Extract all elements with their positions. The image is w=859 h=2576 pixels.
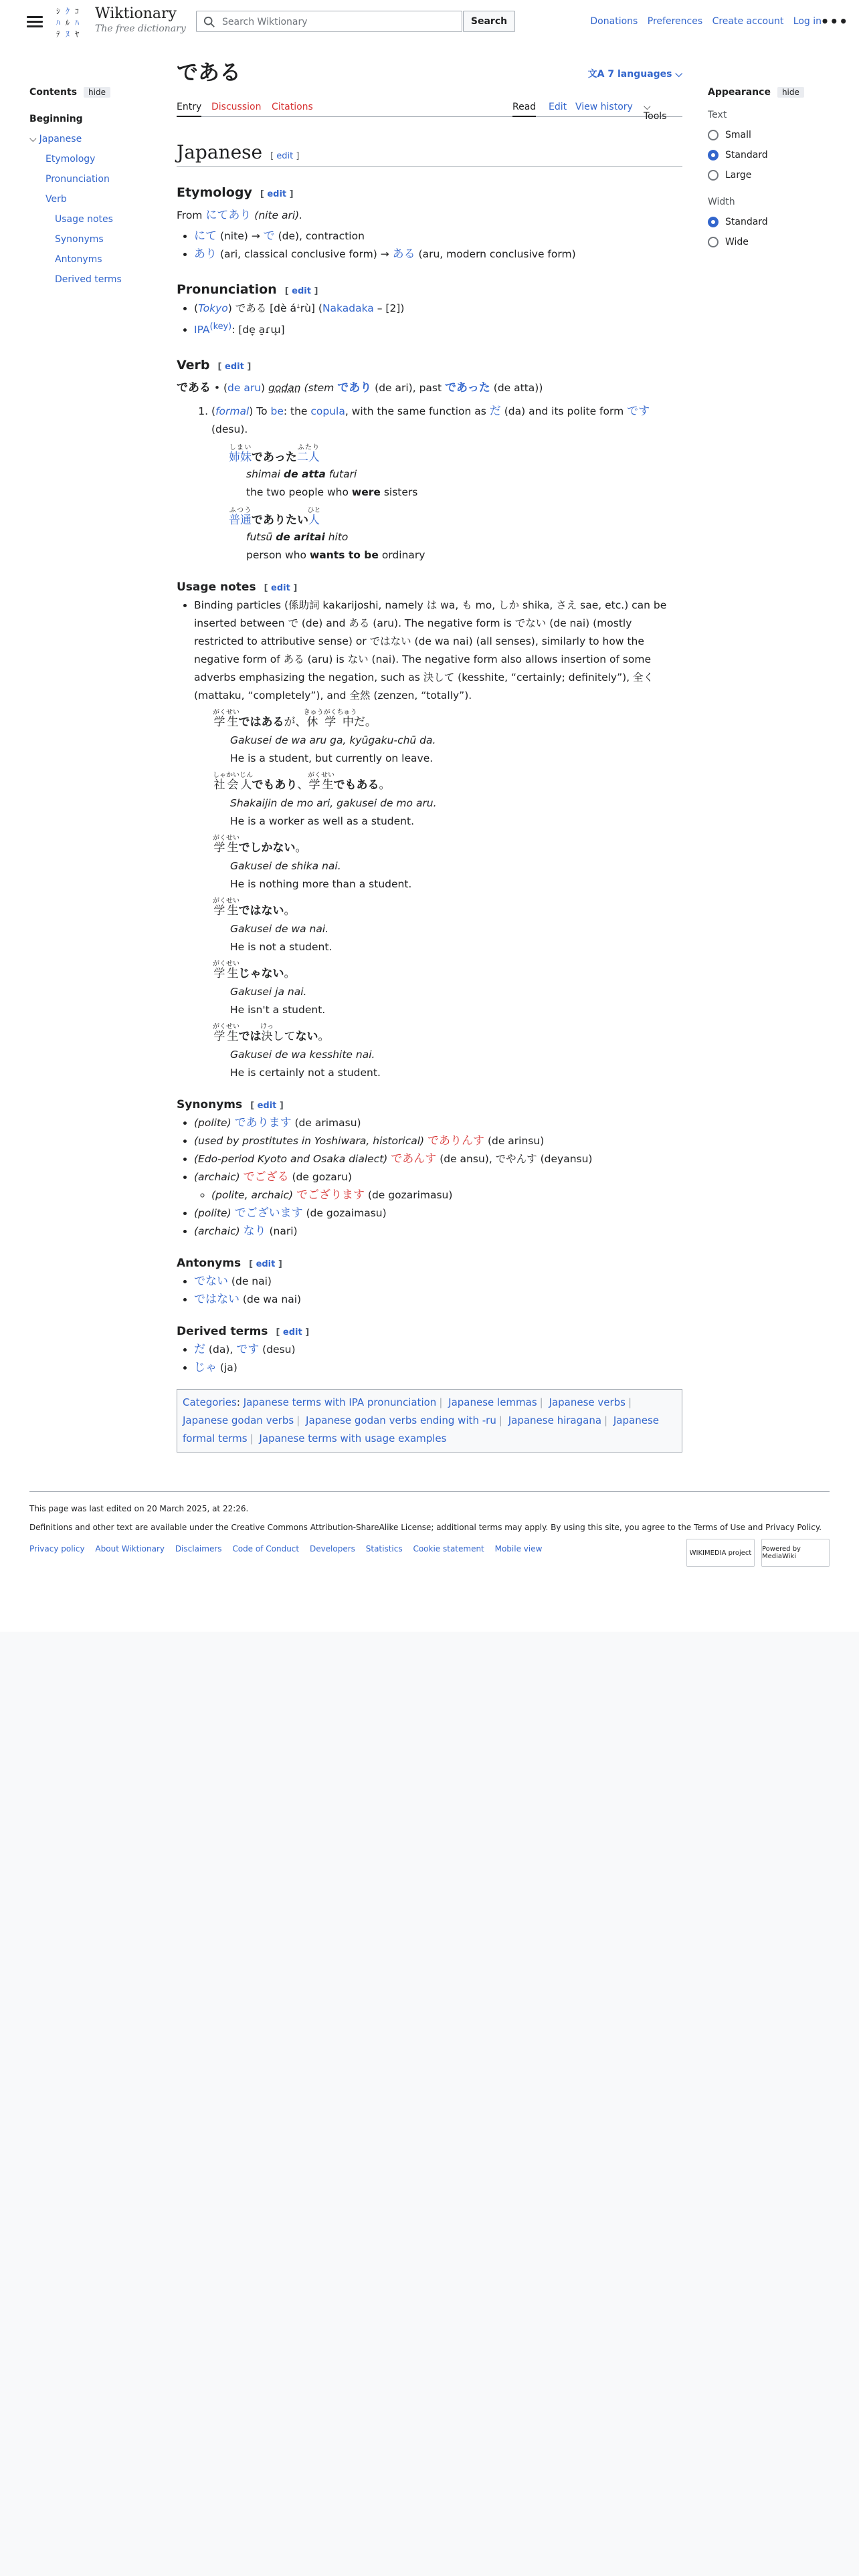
edit-section-link[interactable]: [ edit ] — [260, 189, 294, 199]
example-japanese: 学生がくせいではあるが、休学中きゅうがくちゅうだ。 — [213, 709, 377, 730]
definition-list — [195, 403, 682, 439]
footer-link[interactable]: Privacy policy — [29, 1544, 85, 1553]
text: ) To — [249, 405, 271, 418]
list-item: • (polite) であります (de arimasu) — [194, 1114, 682, 1132]
appearance-hide-button[interactable]: hide — [777, 87, 804, 98]
term-link[interactable]: でありんす — [427, 1134, 485, 1148]
radio-label: Wide — [725, 237, 749, 247]
header — [0, 0, 859, 44]
svg-text:ｼ: ｼ — [56, 7, 61, 16]
be-link[interactable]: be — [270, 405, 284, 418]
width-label: Width — [708, 197, 735, 207]
radio-selected-icon — [708, 150, 719, 160]
toc-hide-button[interactable]: hide — [84, 87, 110, 98]
text: ( — [211, 405, 216, 418]
derived-terms-heading — [177, 1325, 682, 1338]
radio-selected-icon — [708, 217, 719, 227]
wikimedia-badge[interactable]: WIKIMEDIA project — [686, 1539, 755, 1567]
list-item: • でない (de nai) — [194, 1273, 682, 1291]
text: – [2]) — [377, 302, 405, 314]
list-item — [194, 227, 682, 245]
text: , with the same function as — [345, 405, 490, 418]
category-link[interactable]: Japanese lemmas — [448, 1396, 537, 1409]
tools-label: Tools — [644, 111, 667, 122]
footer-link[interactable]: Statistics — [365, 1544, 403, 1553]
tab-discussion[interactable]: Discussion — [211, 102, 262, 112]
term-link[interactable]: であります — [234, 1116, 292, 1130]
past-link[interactable]: であった — [445, 381, 490, 395]
list-item: • (polite) でございます (de gozaimasu) — [194, 1204, 682, 1222]
license-text: Definitions and other text are available under the Creative Commons Attribution-ShareAlike License; additional terms may apply. By using this site, you agree to the Terms of Use and Privacy Policy. — [29, 1523, 822, 1532]
svg-text:ｺ: ｺ — [75, 7, 80, 16]
ipa-text: : [de̞ a̠ɾɯ̟] — [231, 324, 285, 336]
toc-item-verb[interactable]: Verb — [45, 194, 67, 205]
category-link[interactable]: Japanese formal terms — [183, 1414, 659, 1445]
godan-label[interactable]: godan — [268, 382, 301, 395]
pronunciation-heading-text: Pronunciation — [177, 282, 277, 297]
category-link[interactable]: Japanese terms with IPA pronunciation — [243, 1396, 437, 1409]
usage-example — [213, 772, 682, 831]
language-icon: 文A — [587, 69, 608, 80]
example-japanese: 学生がくせいでしかない。 — [213, 835, 307, 855]
toc-item-derived-terms[interactable]: Derived terms — [55, 274, 122, 285]
footer — [29, 1491, 830, 1560]
radio-label: Small — [725, 130, 751, 140]
copula-link[interactable]: copula — [310, 405, 345, 418]
term-link[interactable]: です — [627, 405, 650, 419]
edit-section-link[interactable]: [ edit ] — [217, 362, 252, 372]
etymology-list — [177, 227, 682, 263]
example-2 — [229, 507, 682, 564]
stem-link[interactable]: であり — [337, 381, 372, 395]
ipa-link[interactable]: IPA — [194, 324, 210, 336]
usage-example — [213, 897, 682, 956]
category-link[interactable]: Japanese hiragana — [508, 1414, 602, 1427]
example-translation: the two people who were sisters — [246, 486, 418, 499]
antonyms-heading — [177, 1257, 682, 1270]
width-wide-radio[interactable] — [708, 237, 842, 247]
term-link[interactable]: ではない — [194, 1293, 240, 1307]
example-romanization: Gakusei de shika nai. — [230, 860, 341, 873]
term-link[interactable]: でない — [194, 1275, 228, 1289]
usage-example — [213, 960, 682, 1019]
main-menu-icon[interactable] — [27, 13, 43, 29]
chevron-down-icon[interactable]: ⌵ — [29, 134, 37, 144]
tab-view-history[interactable]: View history — [575, 102, 633, 112]
log-in-link[interactable]: Log in — [793, 16, 822, 27]
text: (de atta)) — [490, 382, 543, 395]
formal-link[interactable]: formal — [215, 405, 250, 418]
usage-notes-heading-text: Usage notes — [177, 580, 256, 595]
text: (de ari), past — [371, 382, 445, 395]
category-link[interactable]: Japanese terms with usage examples — [259, 1432, 447, 1445]
term-link[interactable]: じゃ — [194, 1361, 217, 1375]
tab-read[interactable]: Read — [512, 102, 536, 117]
text-size-standard-radio[interactable] — [708, 150, 842, 160]
term-link[interactable]: にて — [194, 229, 217, 243]
etymology-heading-text: Etymology — [177, 185, 252, 200]
nakadaka-link[interactable]: Nakadaka — [322, 302, 374, 314]
edit-link[interactable]: edit — [267, 189, 287, 199]
text: (de), contraction — [278, 230, 365, 242]
mediawiki-badge[interactable]: Powered by MediaWiki — [761, 1539, 830, 1567]
example-romanization: futsū de aritai hito — [246, 531, 349, 544]
language-heading-text: Japanese — [177, 141, 263, 163]
edit-section-link[interactable]: [ edit ] — [264, 583, 298, 594]
example-japanese: 学生がくせいではない。 — [213, 897, 296, 918]
edit-section-link[interactable]: [ edit ] — [284, 286, 318, 296]
page-tabs — [177, 92, 682, 122]
example-japanese: 社会人しゃかいじんでもあり、学生がくせいでもある。 — [213, 772, 391, 792]
edit-link[interactable]: edit — [256, 1259, 276, 1270]
sub-list — [194, 1186, 682, 1204]
more-options-icon[interactable]: ••• — [820, 13, 848, 29]
etymology-link[interactable]: にてあり — [205, 209, 252, 222]
footer-link[interactable]: Developers — [309, 1544, 355, 1553]
list-item: • だ (da), です (desu) — [194, 1341, 682, 1359]
edit-link[interactable]: edit — [282, 1327, 302, 1338]
chevron-down-icon: ⌵ — [672, 69, 682, 80]
antonyms-list — [177, 1273, 682, 1309]
tab-edit[interactable]: Edit — [549, 102, 567, 112]
svg-text:ﾊ: ﾊ — [56, 18, 61, 27]
term-link[interactable]: であんす — [391, 1152, 437, 1166]
text-size-large-radio[interactable] — [708, 170, 842, 181]
tab-citations[interactable]: Citations — [272, 102, 313, 112]
antonyms-heading-text: Antonyms — [177, 1257, 242, 1271]
site-tagline: The free dictionary — [95, 23, 186, 34]
edit-link[interactable]: edit — [292, 286, 311, 296]
list-item: • (archaic) なり (nari) — [194, 1222, 682, 1241]
example-translation: He is a student, but currently on leave. — [230, 752, 434, 765]
example-romanization: shimai de atta futari — [246, 468, 357, 481]
wiktionary-logo[interactable] — [55, 4, 88, 40]
usage-example — [213, 709, 682, 768]
donations-link[interactable]: Donations — [590, 16, 638, 27]
width-standard-radio[interactable] — [708, 217, 842, 227]
footer-link[interactable]: About Wiktionary — [95, 1544, 165, 1553]
main-content — [177, 58, 682, 1453]
text: : the — [283, 405, 311, 418]
term-link[interactable]: で — [263, 229, 275, 243]
toc-item-usage-notes[interactable]: Usage notes — [55, 214, 113, 225]
language-count: 7 languages — [607, 69, 672, 80]
example-translation: He is not a student. — [230, 941, 332, 954]
term-link[interactable]: でござります — [296, 1188, 365, 1202]
example-translation: He is a worker as well as a student. — [230, 815, 415, 828]
svg-text:ｸ: ｸ — [66, 7, 70, 16]
example-romanization: Gakusei de wa kesshite nai. — [230, 1049, 375, 1061]
pronunciation-list — [177, 300, 682, 339]
pronunciation-heading — [177, 282, 682, 297]
footer-link[interactable]: Disclaimers — [175, 1544, 222, 1553]
definition — [211, 403, 682, 439]
edit-section-link[interactable]: [ edit ] — [250, 1101, 284, 1111]
term-link[interactable]: ある — [392, 247, 415, 261]
language-selector[interactable] — [588, 67, 682, 80]
example-japanese: 学生がくせいでは決けっしてない。 — [213, 1023, 330, 1044]
table-of-contents — [29, 87, 163, 285]
text: (aru, modern conclusive form) — [418, 248, 576, 260]
example-translation: He isn't a student. — [230, 1004, 326, 1016]
text: (da) and its polite form — [500, 405, 628, 418]
verb-heading — [177, 358, 682, 372]
edit-link[interactable]: edit — [257, 1101, 277, 1111]
example-romanization: Shakaijin de mo ari, gakusei de mo aru. — [230, 797, 437, 810]
text: (desu). — [211, 423, 248, 436]
term-link[interactable]: だ — [489, 405, 501, 419]
toc-item-etymology[interactable]: Etymology — [45, 154, 96, 165]
preferences-link[interactable]: Preferences — [647, 16, 703, 27]
example-translation: He is nothing more than a student. — [230, 878, 412, 891]
text: From — [177, 209, 203, 221]
example-japanese: 姉妹しまいであった二人ふたり — [229, 444, 320, 465]
list-item — [194, 300, 682, 318]
romanization-link[interactable]: de aru — [227, 382, 262, 395]
category-link[interactable]: Japanese verbs — [549, 1396, 626, 1409]
toc-item-pronunciation[interactable]: Pronunciation — [45, 174, 110, 185]
radio-icon — [708, 237, 719, 247]
usage-notes-heading — [177, 580, 682, 594]
example-japanese: 普通ふつうでありたい人ひと — [229, 507, 321, 528]
radio-label: Standard — [725, 150, 768, 160]
term-link[interactable]: です — [236, 1343, 260, 1357]
edit-section-link[interactable]: [ edit ] — [276, 1327, 310, 1338]
text: (nite) → — [219, 230, 260, 242]
usage-example — [213, 1023, 682, 1082]
example-translation: He is certainly not a student. — [230, 1067, 381, 1079]
synonyms-heading — [177, 1098, 682, 1111]
synonyms-heading-text: Synonyms — [177, 1098, 243, 1112]
toc-item-antonyms[interactable]: Antonyms — [55, 254, 102, 265]
footer-badges — [686, 1539, 830, 1567]
term-link[interactable]: でございます — [234, 1206, 303, 1220]
toc-title: Contents — [29, 87, 78, 98]
search-input[interactable] — [221, 13, 458, 31]
radio-label: Standard — [725, 217, 768, 227]
list-item: • じゃ (ja) — [194, 1359, 682, 1377]
example-japanese: 学生がくせいじゃない。 — [213, 960, 296, 981]
usage-example — [213, 835, 682, 893]
edit-link[interactable]: edit — [271, 583, 290, 594]
term-link[interactable]: でござる — [243, 1170, 289, 1184]
search-button[interactable]: Search — [463, 11, 515, 32]
text-size-small-radio[interactable] — [708, 130, 842, 140]
text-size-label: Text — [708, 110, 727, 120]
toc-item-japanese[interactable] — [29, 134, 163, 144]
search-box[interactable] — [196, 11, 462, 32]
category-link[interactable]: Japanese godan verbs ending with -ru — [306, 1414, 496, 1427]
last-edited-text: This page was last edited on 20 March 2025, at 22:26. — [29, 1504, 249, 1513]
text: (stem — [300, 382, 338, 395]
footer-link[interactable]: Cookie statement — [413, 1544, 484, 1553]
footer-link[interactable]: Code of Conduct — [232, 1544, 300, 1553]
svg-text:ﾊ: ﾊ — [75, 18, 80, 27]
verb-headword-line — [177, 379, 682, 397]
text: (ari, classical conclusive form) → — [219, 248, 389, 260]
usage-note: • Binding particles (係助詞 kakarijoshi, namely は wa, も mo, しか shika, さえ sae, etc.) can be inserted between で (de) and ある (aru). The negative form is でない (de nai) (mostly restricted to attributive sense) or ではない (de wa nai) (all senses), similarly to how the negative form of ある (aru) is ない (nai). The negative form also allows insertion of some adverbs emphasizing the negation, such as 決して (kesshite, “certainly; definitely”), 全く (mattaku, “completely”), and 全然 (zenzen, “totally”). — [194, 597, 682, 705]
verb-heading-text: Verb — [177, 358, 210, 373]
footer-link[interactable]: Mobile view — [494, 1544, 543, 1553]
site-wordmark[interactable] — [95, 5, 186, 34]
example-romanization: Gakusei de wa nai. — [230, 923, 329, 936]
list-item — [194, 318, 682, 339]
ipa-key-link[interactable]: (key) — [209, 322, 232, 332]
language-heading — [177, 141, 682, 167]
radio-icon — [708, 130, 719, 140]
romanization: (nite ari). — [254, 209, 303, 221]
list-item: • (used by prostitutes in Yoshiwara, historical) でありんす (de arinsu) — [194, 1132, 682, 1150]
toc-item-beginning[interactable]: Beginning — [29, 114, 83, 124]
appearance-title: Appearance — [708, 87, 771, 98]
toc-item-label: Japanese — [39, 134, 82, 144]
text: ) である [dè áꜜrù] ( — [227, 302, 322, 314]
example-romanization: Gakusei de wa aru ga, kyūgaku-chū da. — [230, 734, 436, 747]
toc-item-synonyms[interactable]: Synonyms — [55, 234, 104, 245]
search-icon — [203, 16, 215, 28]
term-link[interactable]: だ — [194, 1343, 205, 1357]
edit-link[interactable]: edit — [276, 151, 294, 161]
etymology-heading — [177, 185, 682, 200]
category-link[interactable]: Japanese godan verbs — [183, 1414, 294, 1427]
derived-terms-heading-text: Derived terms — [177, 1325, 268, 1339]
etymology-text — [177, 207, 682, 225]
categories-label-link[interactable]: Categories — [183, 1396, 237, 1409]
example-translation: person who wants to be ordinary — [246, 549, 425, 562]
text: • ( — [211, 382, 228, 395]
list-item: ◦ (polite, archaic) でござります (de gozarimasu) — [211, 1186, 682, 1204]
edit-section-link[interactable]: [ edit ] — [249, 1259, 282, 1270]
text: ( — [194, 302, 199, 314]
example-1 — [229, 444, 682, 502]
list-item: • ではない (de wa nai) — [194, 1291, 682, 1309]
tools-menu[interactable]: Tools ⌵ — [644, 102, 667, 122]
appearance-panel — [708, 87, 842, 247]
svg-text:ﾇ: ﾇ — [66, 29, 70, 39]
list-item: • (Edo-period Kyoto and Osaka dialect) であんす (de ansu), でやんす (deyansu) — [194, 1150, 682, 1168]
page-title: である — [177, 60, 242, 85]
term-link[interactable]: あり — [194, 247, 217, 261]
term-link[interactable]: なり — [243, 1224, 266, 1239]
edit-link[interactable]: edit — [225, 362, 244, 372]
radio-icon — [708, 170, 719, 181]
tokyo-link[interactable]: Tokyo — [198, 302, 228, 314]
personal-tools — [583, 16, 822, 27]
headword: である — [177, 381, 211, 395]
synonyms-list — [177, 1114, 682, 1241]
site-title: Wiktionary — [95, 5, 177, 22]
derived-terms-list — [177, 1341, 682, 1377]
svg-text:ﾙ: ﾙ — [66, 18, 70, 27]
create-account-link[interactable]: Create account — [712, 16, 784, 27]
list-item: • (archaic) でござる (de gozaru) ◦ (polite, archaic) でござります (de gozarimasu) — [194, 1168, 682, 1204]
svg-text:ﾃ: ﾃ — [56, 29, 61, 39]
example-romanization: Gakusei ja nai. — [230, 986, 307, 998]
list-item — [194, 245, 682, 263]
svg-text:ﾔ: ﾔ — [75, 29, 80, 39]
usage-notes-list — [177, 597, 682, 705]
categories-box: Categories: Japanese terms with IPA pronunciation | Japanese lemmas | Japanese verbs | Japanese godan verbs | Japanese godan verbs ending with -ru | Japanese hiragana | Japanese formal terms | Japanese terms with usage examples — [177, 1389, 682, 1453]
text: ) — [261, 382, 269, 395]
tab-entry[interactable]: Entry — [177, 102, 201, 117]
radio-label: Large — [725, 170, 752, 181]
edit-section-link[interactable]: [ edit ] — [270, 151, 300, 161]
